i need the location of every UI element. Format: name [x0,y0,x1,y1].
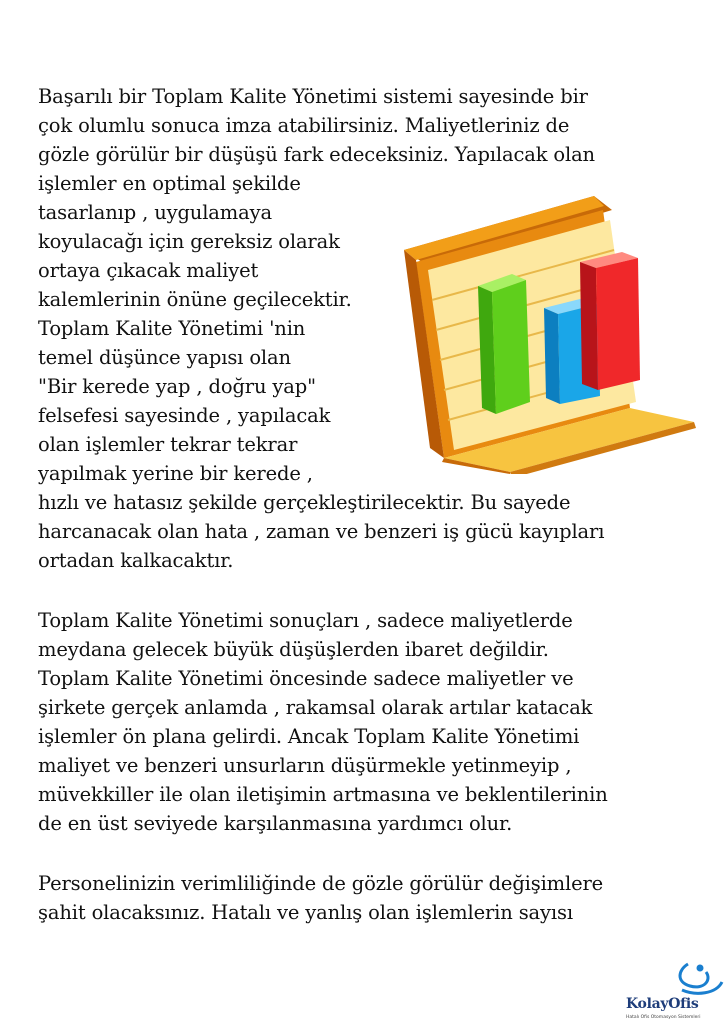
text-line: Toplam Kalite Yönetimi 'nin [38,317,306,340]
text-line: koyulacağı için gereksiz olarak [38,230,340,253]
bar-chart-folder-icon [398,196,698,474]
text-line: Toplam Kalite Yönetimi öncesinde sadece maliyetler ve [38,667,574,690]
text-line: Personelinizin verimliliğinde de gözle görülür değişimlere [38,872,604,895]
text-line: ortadan kalkacaktır. [38,549,234,572]
kolayofis-logo [618,960,728,1026]
text-line: müvekkiller ile olan iletişimin artmasına ve beklentilerinin [38,783,608,806]
text-line: gözle görülür bir düşüşü fark edeceksiniz. Yapılacak olan [38,143,595,166]
text-line: çok olumlu sonuca imza atabilirsiniz. Maliyetleriniz de [38,114,570,137]
text-line: kalemlerinin önüne geçilecektir. [38,288,352,311]
text-line: hızlı ve hatasız şekilde gerçekleştirilecektir. Bu sayede [38,491,571,514]
text-line: işlemler ön plana gelirdi. Ancak Toplam Kalite Yönetimi [38,725,580,748]
text-line: şahit olacaksınız. Hatalı ve yanlış olan işlemlerin sayısı [38,901,573,924]
text-line: şirkete gerçek anlamda , rakamsal olarak artılar katacak [38,696,593,719]
text-line: tasarlanıp , uygulamaya [38,201,272,224]
logo-name: KolayOfis [626,996,699,1012]
logo-tagline: Hatalı Ofis Otomasyon Sistemleri [626,1015,701,1020]
text-line: işlemler en optimal şekilde [38,172,301,195]
text-line: felsefesi sayesinde , yapılacak [38,404,331,427]
text-line: olan işlemler tekrar tekrar [38,433,298,456]
text-line: yapılmak yerine bir kerede , [38,462,313,485]
text-line: temel düşünce yapısı olan [38,346,291,369]
text-line: ortaya çıkacak maliyet [38,259,259,282]
text-line: maliyet ve benzeri unsurların düşürmekle yetinmeyip , [38,754,572,777]
text-line: de en üst seviyede karşılanmasına yardımcı olur. [38,812,513,835]
text-line: "Bir kerede yap , doğru yap" [38,375,316,398]
text-line: Başarılı bir Toplam Kalite Yönetimi sistemi sayesinde bir [38,85,588,108]
swirl-figure-icon [618,960,728,1000]
text-line: meydana gelecek büyük düşüşlerden ibaret değildir. [38,638,549,661]
text-line: Toplam Kalite Yönetimi sonuçları , sadece maliyetlerde [38,609,573,632]
text-line: harcanacak olan hata , zaman ve benzeri iş gücü kayıpları [38,520,605,543]
